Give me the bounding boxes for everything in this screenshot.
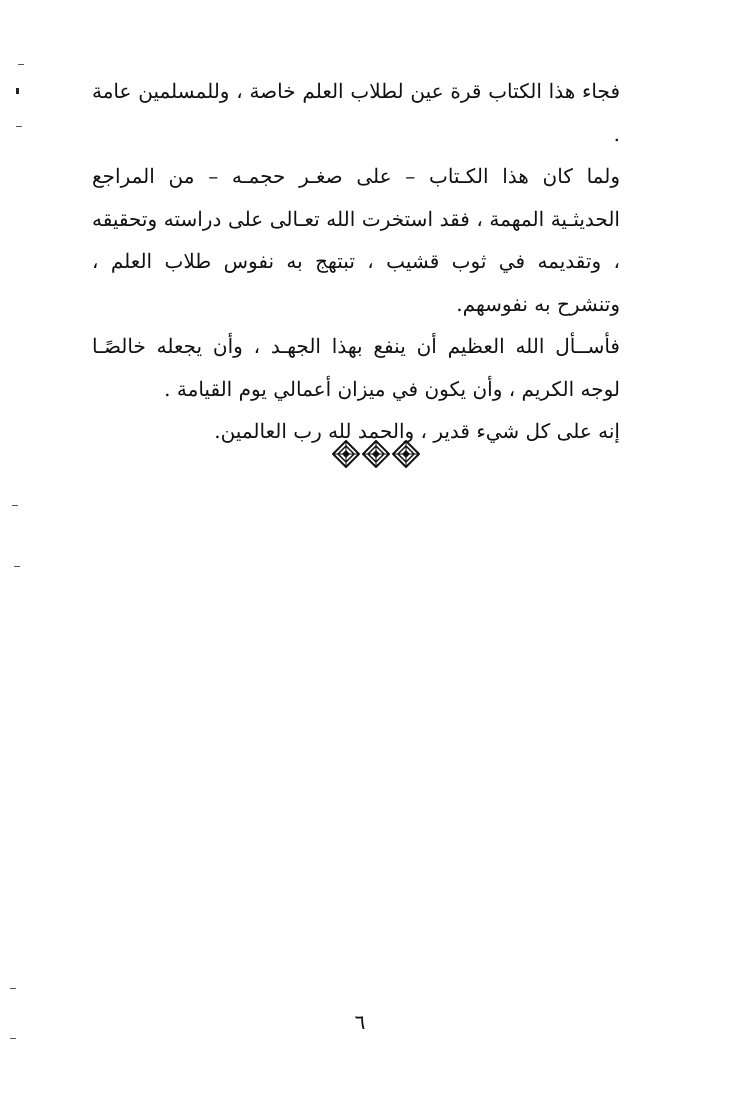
paragraph: ولما كان هذا الكـتاب – على صغـر حجمـه – من المراجع الحديثـية المهمة ، فقد استخرت الله تعـالى على دراسته وتحقيقه ، وتقديمه في ثوب قشيب ، تبتهج به نفوس طلاب العلم ، وتنشرح به نفوسهم. <box>92 164 620 316</box>
diamond-icon <box>362 440 390 468</box>
margin-mark <box>16 126 22 127</box>
diamond-icon <box>392 440 420 468</box>
diamond-ornament-icon <box>326 436 426 472</box>
paragraph: إنه على كل شيء قدير ، والحمد لله رب العالمين. <box>214 419 620 443</box>
paragraph: فأســأل الله العظيم أن ينفع بهذا الجهـد ، وأن يجعله خالصًـا لوجه الكريم ، وأن يكون في ميزان أعمالي يوم القيامة . <box>92 334 620 401</box>
page-number: ٦ <box>354 1010 366 1034</box>
margin-mark <box>16 88 19 94</box>
diamond-icon <box>332 440 360 468</box>
paragraph: فجاء هذا الكتاب قرة عين لطلاب العلم خاصة ، وللمسلمين عامة . <box>92 79 620 146</box>
body-text <box>92 70 620 453</box>
margin-mark <box>10 988 16 989</box>
margin-mark <box>14 566 20 567</box>
margin-mark <box>18 64 24 65</box>
margin-mark <box>12 505 18 506</box>
margin-mark <box>10 1038 16 1039</box>
